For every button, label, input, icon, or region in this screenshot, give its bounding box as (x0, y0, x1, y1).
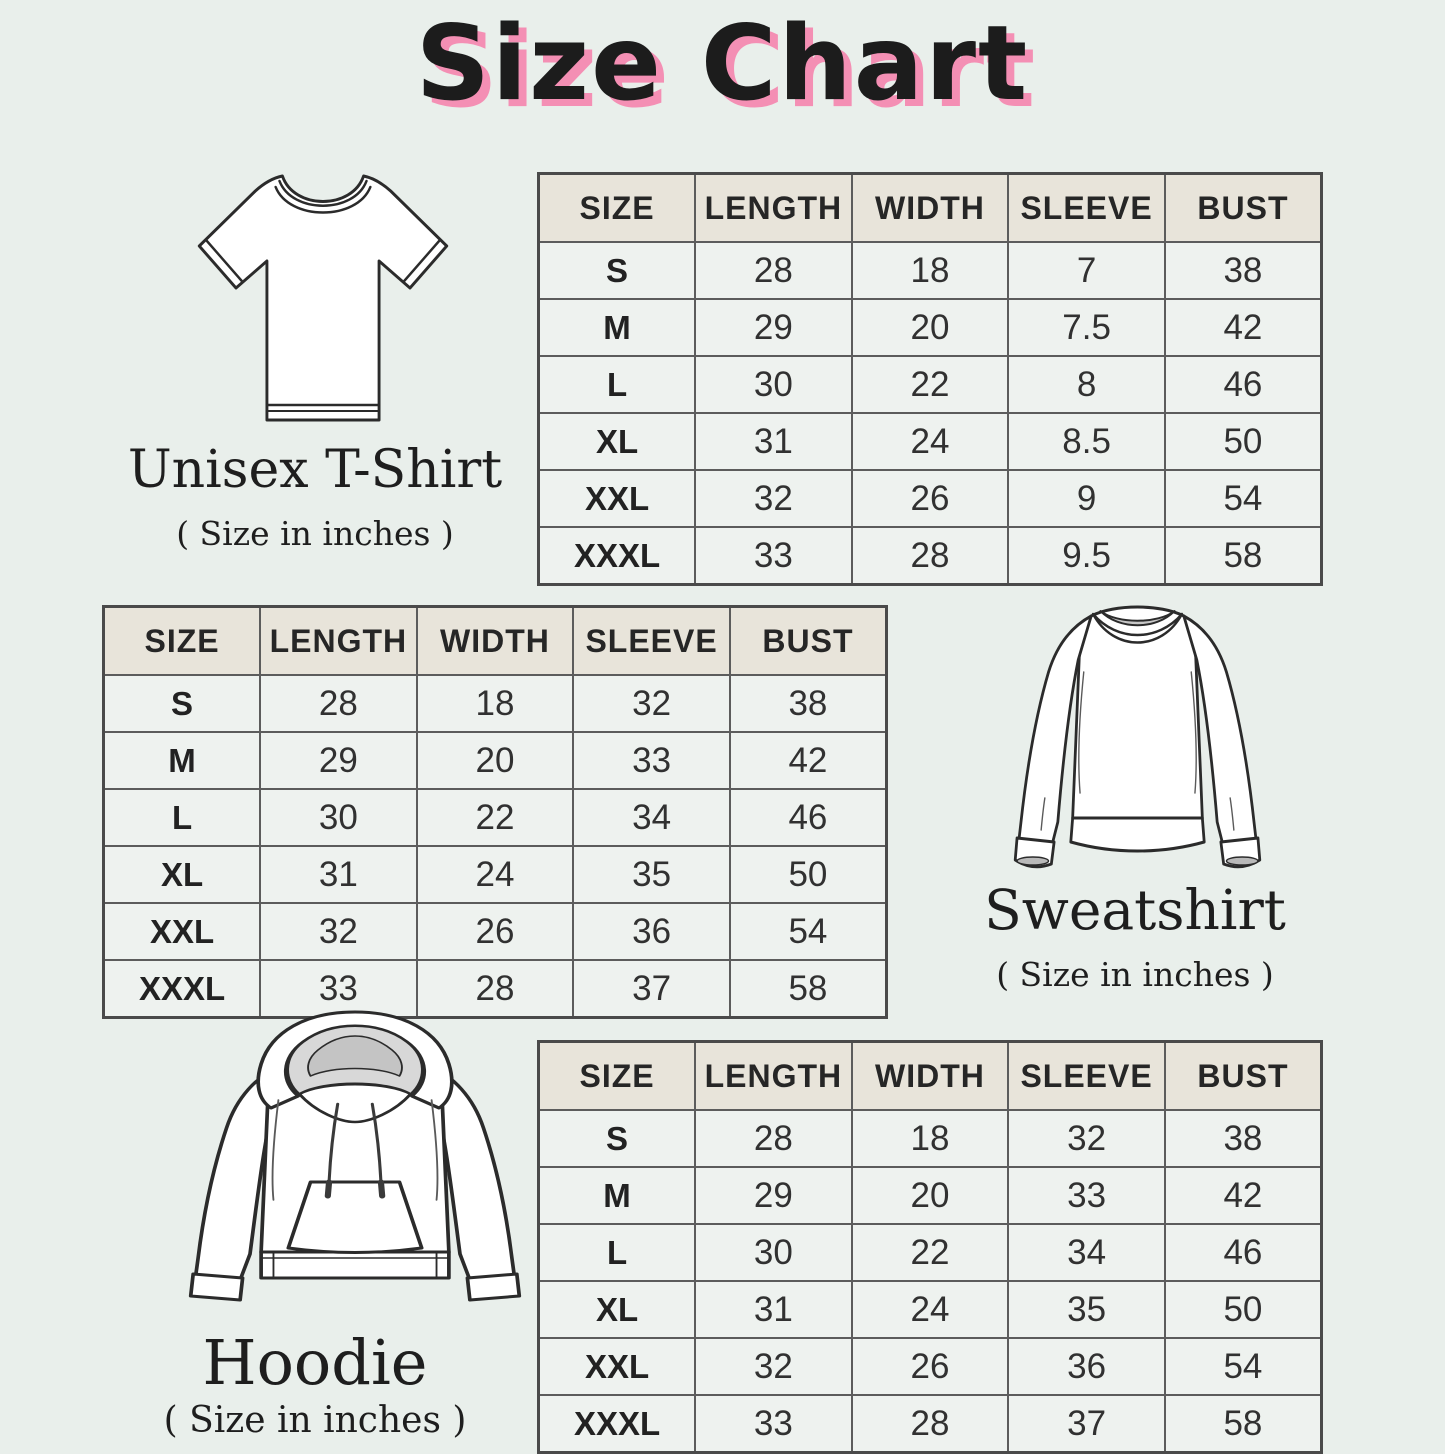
value-cell: 28 (852, 527, 1009, 585)
size-cell: XXXL (539, 527, 696, 585)
value-cell: 28 (695, 1110, 852, 1167)
value-cell: 33 (1008, 1167, 1165, 1224)
table-row (539, 299, 1322, 356)
header-cell: SLEEVE (1008, 174, 1165, 243)
value-cell: 58 (1165, 527, 1322, 585)
value-cell: 32 (573, 675, 730, 732)
value-cell: 33 (695, 1395, 852, 1453)
table-header-row (104, 607, 887, 676)
table-row (539, 1395, 1322, 1453)
header-cell: SLEEVE (573, 607, 730, 676)
value-cell: 54 (730, 903, 887, 960)
table-row (539, 1338, 1322, 1395)
value-cell: 54 (1165, 1338, 1322, 1395)
header-cell: SLEEVE (1008, 1042, 1165, 1111)
table-header-row (539, 174, 1322, 243)
value-cell: 50 (730, 846, 887, 903)
table-row (539, 527, 1322, 585)
header-cell: BUST (1165, 174, 1322, 243)
value-cell: 24 (852, 1281, 1009, 1338)
value-cell: 20 (417, 732, 574, 789)
value-cell: 28 (695, 242, 852, 299)
value-cell: 37 (573, 960, 730, 1018)
header-cell: BUST (1165, 1042, 1322, 1111)
tshirt-unit-note: ( Size in inches ) (176, 514, 454, 553)
value-cell: 18 (417, 675, 574, 732)
value-cell: 58 (730, 960, 887, 1018)
value-cell: 28 (260, 675, 417, 732)
value-cell: 30 (695, 356, 852, 413)
size-cell: M (104, 732, 261, 789)
tshirt-label: Unisex T-Shirt (127, 440, 503, 500)
size-cell: S (104, 675, 261, 732)
value-cell: 33 (695, 527, 852, 585)
header-cell: WIDTH (852, 174, 1009, 243)
value-cell: 29 (695, 1167, 852, 1224)
table-row (539, 356, 1322, 413)
value-cell: 35 (1008, 1281, 1165, 1338)
value-cell: 33 (260, 960, 417, 1018)
size-cell: XXXL (104, 960, 261, 1018)
value-cell: 32 (695, 470, 852, 527)
size-cell: XL (539, 1281, 696, 1338)
value-cell: 37 (1008, 1395, 1165, 1453)
size-cell: M (539, 1167, 696, 1224)
value-cell: 35 (573, 846, 730, 903)
value-cell: 7.5 (1008, 299, 1165, 356)
table-row (104, 846, 887, 903)
value-cell: 9.5 (1008, 527, 1165, 585)
hoodie-label: Hoodie (202, 1326, 428, 1399)
size-cell: L (539, 1224, 696, 1281)
value-cell: 24 (852, 413, 1009, 470)
value-cell: 9 (1008, 470, 1165, 527)
size-cell: S (539, 242, 696, 299)
header-cell: WIDTH (417, 607, 574, 676)
value-cell: 26 (417, 903, 574, 960)
value-cell: 26 (852, 470, 1009, 527)
header-cell: LENGTH (695, 174, 852, 243)
value-cell: 58 (1165, 1395, 1322, 1453)
value-cell: 30 (695, 1224, 852, 1281)
header-cell: LENGTH (260, 607, 417, 676)
tshirt-size-table (537, 172, 1323, 586)
value-cell: 8 (1008, 356, 1165, 413)
value-cell: 31 (695, 413, 852, 470)
header-cell: BUST (730, 607, 887, 676)
size-cell: XXXL (539, 1395, 696, 1453)
table-header-row (539, 1042, 1322, 1111)
value-cell: 28 (417, 960, 574, 1018)
value-cell: 38 (1165, 1110, 1322, 1167)
value-cell: 33 (573, 732, 730, 789)
value-cell: 24 (417, 846, 574, 903)
value-cell: 38 (730, 675, 887, 732)
table-row (539, 1167, 1322, 1224)
value-cell: 50 (1165, 1281, 1322, 1338)
table-row (539, 1281, 1322, 1338)
header-cell: LENGTH (695, 1042, 852, 1111)
size-cell: XL (104, 846, 261, 903)
value-cell: 36 (1008, 1338, 1165, 1395)
size-cell: L (104, 789, 261, 846)
table-row (539, 1110, 1322, 1167)
value-cell: 18 (852, 1110, 1009, 1167)
table-row (104, 789, 887, 846)
value-cell: 32 (1008, 1110, 1165, 1167)
value-cell: 32 (260, 903, 417, 960)
value-cell: 42 (1165, 1167, 1322, 1224)
size-cell: XXL (539, 470, 696, 527)
value-cell: 22 (417, 789, 574, 846)
value-cell: 22 (852, 356, 1009, 413)
header-cell: SIZE (539, 1042, 696, 1111)
size-cell: XXL (539, 1338, 696, 1395)
hoodie-unit-note: ( Size in inches ) (163, 1400, 467, 1441)
value-cell: 29 (695, 299, 852, 356)
value-cell: 42 (730, 732, 887, 789)
value-cell: 32 (695, 1338, 852, 1395)
table-row (539, 242, 1322, 299)
table-row (539, 1224, 1322, 1281)
size-cell: M (539, 299, 696, 356)
value-cell: 28 (852, 1395, 1009, 1453)
value-cell: 29 (260, 732, 417, 789)
sweatshirt-unit-note: ( Size in inches ) (996, 955, 1274, 994)
value-cell: 18 (852, 242, 1009, 299)
value-cell: 20 (852, 1167, 1009, 1224)
value-cell: 34 (1008, 1224, 1165, 1281)
value-cell: 31 (260, 846, 417, 903)
size-cell: XL (539, 413, 696, 470)
value-cell: 46 (1165, 1224, 1322, 1281)
value-cell: 46 (730, 789, 887, 846)
value-cell: 31 (695, 1281, 852, 1338)
value-cell: 22 (852, 1224, 1009, 1281)
value-cell: 54 (1165, 470, 1322, 527)
value-cell: 46 (1165, 356, 1322, 413)
sweatshirt-icon (980, 588, 1295, 888)
value-cell: 36 (573, 903, 730, 960)
table-row (539, 413, 1322, 470)
value-cell: 34 (573, 789, 730, 846)
size-cell: L (539, 356, 696, 413)
table-row (539, 470, 1322, 527)
value-cell: 26 (852, 1338, 1009, 1395)
value-cell: 50 (1165, 413, 1322, 470)
value-cell: 8.5 (1008, 413, 1165, 470)
header-cell: WIDTH (852, 1042, 1009, 1111)
table-row (104, 675, 887, 732)
value-cell: 20 (852, 299, 1009, 356)
header-cell: SIZE (104, 607, 261, 676)
size-cell: S (539, 1110, 696, 1167)
value-cell: 42 (1165, 299, 1322, 356)
page-title: Size Chart (415, 4, 1030, 124)
size-cell: XXL (104, 903, 261, 960)
value-cell: 30 (260, 789, 417, 846)
value-cell: 7 (1008, 242, 1165, 299)
table-row (104, 903, 887, 960)
sweatshirt-label: Sweatshirt (984, 878, 1286, 942)
hoodie-icon (145, 1000, 565, 1340)
value-cell: 38 (1165, 242, 1322, 299)
header-cell: SIZE (539, 174, 696, 243)
tshirt-icon (178, 158, 468, 438)
sweatshirt-size-table (102, 605, 888, 1019)
hoodie-size-table (537, 1040, 1323, 1454)
table-row (104, 732, 887, 789)
